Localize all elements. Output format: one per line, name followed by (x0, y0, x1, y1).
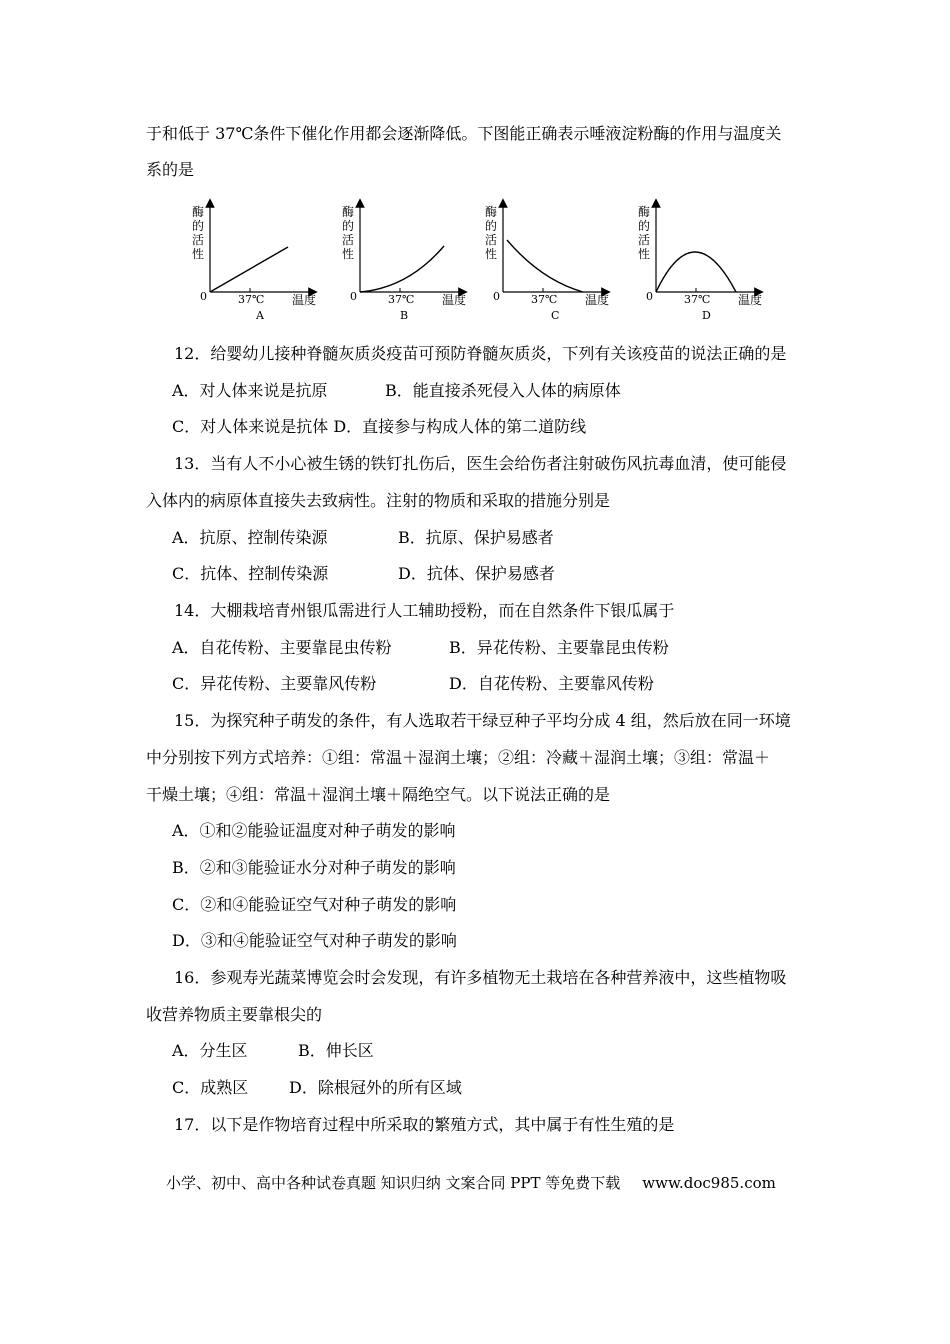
q16-stem-1: 16．参观寿光蔬菜博览会时会发现，有许多植物无土栽培在各种营养液中，这些植物吸 (174, 968, 787, 987)
graph-d-plot (634, 200, 764, 325)
footer-text: 小学、初中、高中各种试卷真题 知识归纳 文案合同 PPT 等免费下载 (166, 1174, 621, 1192)
svg-text:的: 的 (638, 219, 651, 233)
graph-a (188, 200, 318, 325)
svg-text:性: 性 (192, 247, 205, 261)
q16-option-d: D．除根冠外的所有区域 (289, 1078, 462, 1097)
svg-text:0: 0 (200, 290, 207, 303)
svg-text:酶: 酶 (638, 205, 651, 219)
svg-text:37℃: 37℃ (684, 293, 711, 306)
svg-text:37℃: 37℃ (238, 293, 265, 306)
q14-option-c: C．异花传粉、主要靠风传粉 (172, 674, 377, 693)
svg-text:温度: 温度 (585, 293, 610, 307)
svg-text:性: 性 (342, 247, 355, 261)
q13-stem-2: 入体内的病原体直接失去致病性。注射的物质和采取的措施分别是 (146, 491, 611, 510)
q12-stem: 12．给婴幼儿接种脊髓灰质炎疫苗可预防脊髓灰质炎，下列有关该疫苗的说法正确的是 (174, 344, 787, 363)
svg-text:的: 的 (342, 219, 355, 233)
intro-line-1: 于和低于 37℃条件下催化作用都会逐渐降低。下图能正确表示唾液淀粉酶的作用与温度关 (146, 124, 782, 143)
q14-option-a: A．自花传粉、主要靠昆虫传粉 (172, 638, 392, 657)
svg-text:温度: 温度 (292, 293, 317, 307)
svg-text:C: C (551, 309, 560, 322)
svg-text:酶: 酶 (192, 205, 205, 219)
svg-text:的: 的 (485, 219, 498, 233)
svg-text:性: 性 (485, 247, 498, 261)
q16-stem-2: 收营养物质主要靠根尖的 (146, 1005, 323, 1024)
svg-text:活: 活 (638, 233, 651, 247)
svg-text:性: 性 (638, 247, 651, 261)
svg-text:0: 0 (646, 290, 653, 303)
graph-b (338, 200, 468, 325)
svg-text:37℃: 37℃ (388, 293, 415, 306)
q15-option-b: B．②和③能验证水分对种子萌发的影响 (172, 858, 456, 877)
svg-text:A: A (256, 309, 264, 322)
svg-text:活: 活 (192, 233, 205, 247)
svg-text:活: 活 (485, 233, 498, 247)
svg-text:酶: 酶 (485, 205, 498, 219)
q13-option-a: A．抗原、控制传染源 (172, 528, 328, 547)
q15-stem-3: 干燥土壤；④组：常温＋湿润土壤＋隔绝空气。以下说法正确的是 (146, 785, 611, 804)
q15-option-a: A．①和②能验证温度对种子萌发的影响 (172, 821, 456, 840)
q15-stem-1: 15．为探究种子萌发的条件，有人选取若干绿豆种子平均分成 4 组，然后放在同一环境 (174, 711, 791, 730)
svg-text:温度: 温度 (442, 293, 467, 307)
q15-stem-2: 中分别按下列方式培养：①组：常温＋湿润土壤；②组：冷藏＋湿润土壤；③组：常温＋ (146, 748, 771, 767)
q13-stem-1: 13．当有人不小心被生锈的铁钉扎伤后，医生会给伤者注射破伤风抗毒血清，使可能侵 (174, 454, 787, 473)
svg-text:D: D (702, 309, 711, 322)
svg-text:活: 活 (342, 233, 355, 247)
q15-option-c: C．②和④能验证空气对种子萌发的影响 (172, 895, 457, 914)
graph-b-plot (338, 200, 468, 325)
svg-text:37℃: 37℃ (531, 293, 558, 306)
q16-option-b: B．伸长区 (298, 1041, 374, 1060)
q14-stem: 14．大棚栽培青州银瓜需进行人工辅助授粉，而在自然条件下银瓜属于 (174, 601, 675, 620)
q14-option-d: D．自花传粉、主要靠风传粉 (449, 674, 654, 693)
q16-option-c: C．成熟区 (172, 1078, 249, 1097)
q14-option-b: B．异花传粉、主要靠昆虫传粉 (449, 638, 669, 657)
svg-text:0: 0 (493, 290, 500, 303)
svg-text:酶: 酶 (342, 205, 355, 219)
svg-text:的: 的 (192, 219, 205, 233)
q13-option-d: D．抗体、保护易感者 (398, 564, 555, 583)
graph-c (481, 200, 611, 325)
q12-option-b: B．能直接杀死侵入人体的病原体 (385, 381, 621, 400)
svg-text:温度: 温度 (738, 293, 763, 307)
intro-line-2: 系的是 (146, 160, 195, 179)
svg-text:B: B (400, 309, 409, 322)
graph-a-plot (188, 200, 318, 325)
svg-text:0: 0 (350, 290, 357, 303)
page-footer (166, 1172, 776, 1193)
q13-option-c: C．抗体、控制传染源 (172, 564, 329, 583)
q16-option-a: A．分生区 (172, 1041, 248, 1060)
q13-option-b: B．抗原、保护易感者 (398, 528, 554, 547)
footer-url[interactable]: www.doc985.com (642, 1174, 776, 1192)
graph-c-plot (481, 200, 611, 325)
q12-option-cd: C．对人体来说是抗体 D．直接参与构成人体的第二道防线 (172, 417, 587, 436)
q12-option-a: A．对人体来说是抗原 (172, 381, 328, 400)
q15-option-d: D．③和④能验证空气对种子萌发的影响 (172, 931, 457, 950)
graph-d (634, 200, 764, 325)
q17-stem: 17．以下是作物培育过程中所采取的繁殖方式，其中属于有性生殖的是 (174, 1115, 675, 1134)
